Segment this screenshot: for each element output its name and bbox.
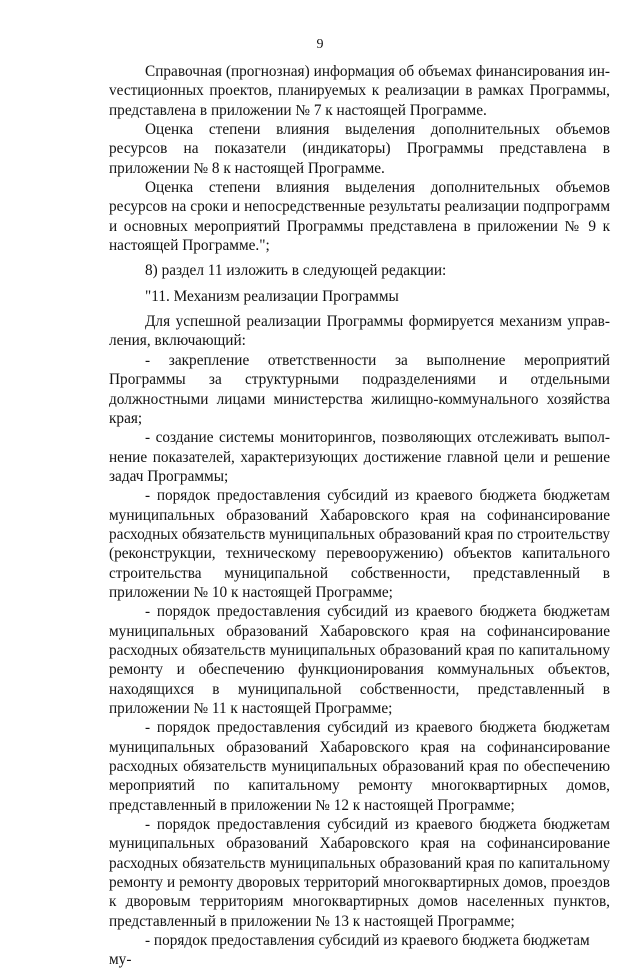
paragraph-amendment-item: 8) раздел 11 изложить в следующей редакции: — [145, 262, 447, 280]
list-item-subsidy-apartment-repair: - порядок предоставления субсидий из краевого бюджета бюджетам муниципальных образований Хабаровского края на софинансирование расходных обязательств муниципальных образований края по обеспечению мероприятий по капитальному ремонту многоквартирных домов, представленный в приложении № 12 к настоящей Программе; — [109, 719, 610, 814]
section-heading: "11. Механизм реализации Программы — [145, 287, 399, 305]
list-item-subsidy-utilities: - порядок предоставления субсидий из краевого бюджета бюджетам муниципальных образований Хабаровского края на софинансирование расходных обязательств муниципальных образований края по капитальному ремонту и обеспечению функционирования коммунальных объектов, находящихся в муниципальной собственности, представленный в приложении № 11 к настоящей Программе; — [109, 603, 610, 717]
paragraph-timing-assessment: Оценка степени влияния выделения дополнительных объемов ресурсов на сроки и непосредственные результаты реализации подпрограмм и основных мероприятий Программы представлена в приложении № 9 к настоящей Программе."; — [109, 179, 610, 255]
list-item-subsidy-construction: - порядок предоставления субсидий из краевого бюджета бюджетам муниципальных образований Хабаровского края на софинансирование расходных обязательств муниципальных образований края по строительству (реконструкции, техническому перевооружению) объектов капитального строительства муниципальной собственности, представленный в приложении № 10 к настоящей Программе; — [109, 487, 610, 601]
list-item-monitoring: - создание системы мониторингов, позволяющих отслеживать выполнение показателей, характеризующих достижение главной цели и решение задач Программы; — [109, 429, 610, 485]
paragraph-indicators-assessment: Оценка степени влияния выделения дополнительных объемов ресурсов на показатели (индикаторы) Программы представлена в приложении № 8 к настоящей Программе. — [109, 121, 610, 177]
list-item-responsibility: - закрепление ответственности за выполнение мероприятий Программы за структурными подразделениями и отдельными должностными лицами министерства жилищно-коммунального хозяйства края; — [109, 351, 610, 427]
document-body — [109, 62, 610, 970]
paragraph-investment-info: Справочная (прогнозная) информация об объемах финансирования инvестиционных проектов, планируемых к реализации в рамках Программы, представлена в приложении № 7 к настоящей Программе. — [109, 63, 610, 119]
list-item-subsidy-yard-repair: - порядок предоставления субсидий из краевого бюджета бюджетам муниципальных образований Хабаровского края на софинансирование расходных обязательств муниципальных образований края по капитальному ремонту и ремонту дворовых территорий многоквартирных домов, проездов к дворовым территориям многоквартирных домов населенных пунктов, представленный в приложении № 13 к настоящей Программе; — [109, 816, 610, 930]
page-number: 9 — [316, 37, 324, 52]
list-item-subsidy-continued: - порядок предоставления субсидий из краевого бюджета бюджетам му- — [109, 932, 590, 969]
paragraph-mechanism-intro: Для успешной реализации Программы формируется механизм управления, включающий: — [109, 313, 610, 350]
